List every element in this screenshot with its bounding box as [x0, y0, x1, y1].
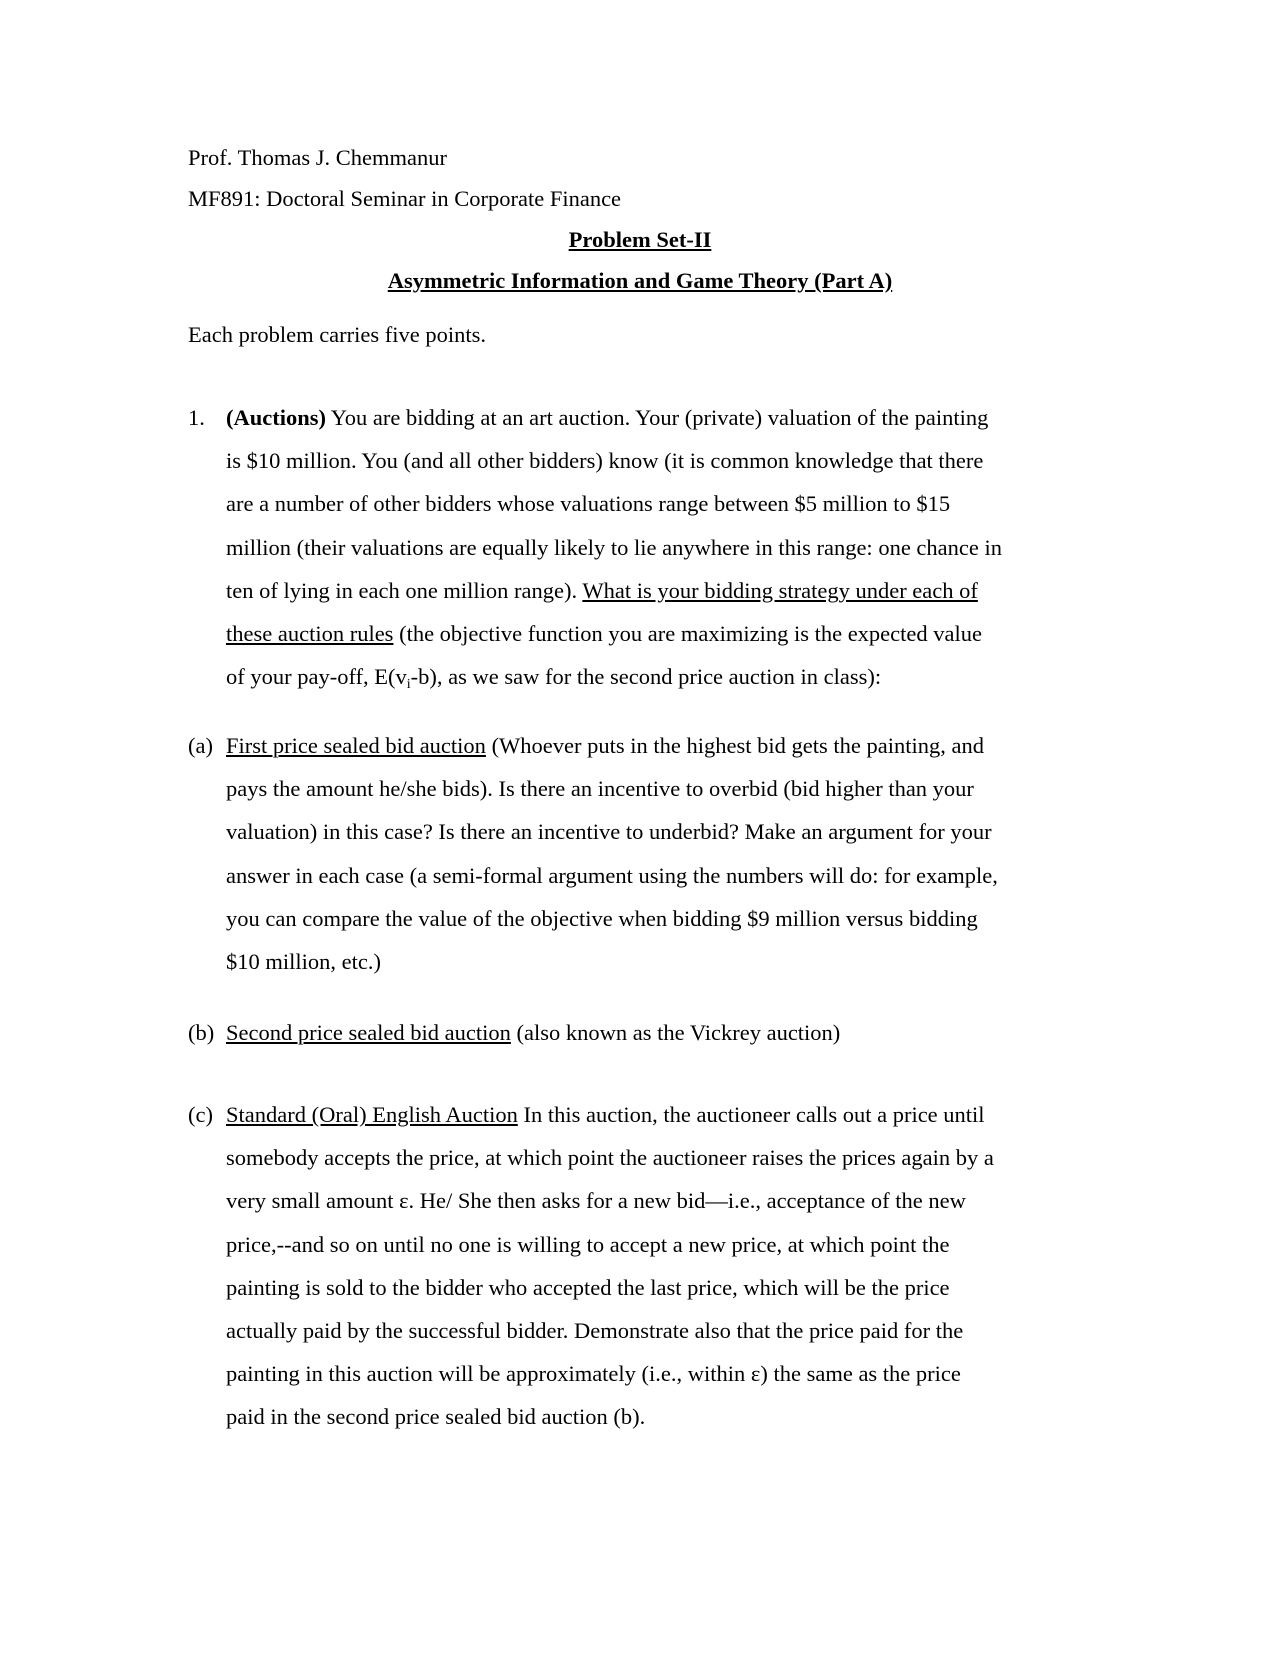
part-c-line-8: paid in the second price sealed bid auction (b).	[226, 1404, 646, 1430]
part-a-line-2: pays the amount he/she bids). Is there an incentive to overbid (bid higher than your	[226, 776, 974, 802]
part-b-body	[226, 1019, 1088, 1062]
part-b-line-1: Second price sealed bid auction (also known as the Vickrey auction)	[226, 1020, 841, 1045]
part-b-marker: (b)	[188, 1020, 215, 1045]
part-c-line-7: painting in this auction will be approximately (i.e., within ε) the same as the price	[226, 1361, 961, 1387]
author-line: Prof. Thomas J. Chemmanur	[188, 145, 447, 170]
part-b-heading: Second price sealed bid auction	[226, 1020, 511, 1045]
part-c-line-2: somebody accepts the price, at which point the auctioneer raises the prices again by a	[226, 1145, 994, 1171]
problem-set-title: Problem Set-II	[568, 227, 712, 252]
problem-1-line-6: these auction rules (the objective function you are maximizing is the expected value	[226, 620, 982, 646]
part-a-line-6: $10 million, etc.)	[226, 948, 381, 974]
problem-1-line-1: (Auctions) You are bidding at an art auction. Your (private) valuation of the painting	[226, 405, 989, 430]
problem-1-body	[226, 404, 1088, 706]
problem-set-subtitle: Asymmetric Information and Game Theory (Part A)	[387, 268, 893, 293]
part-c-line-5: painting is sold to the bidder who accepted the last price, which will be the price	[226, 1274, 950, 1300]
part-c-body	[226, 1101, 1088, 1447]
part-c-heading: Standard (Oral) English Auction	[226, 1102, 518, 1127]
part-a-line-5: you can compare the value of the objective when bidding $9 million versus bidding	[226, 905, 978, 931]
part-a-line-1: First price sealed bid auction (Whoever puts in the highest bid gets the painting, and	[226, 733, 984, 758]
part-a-line-3: valuation) in this case? Is there an incentive to underbid? Make an argument for your	[226, 819, 992, 845]
subscript-i: i	[406, 677, 411, 693]
problem-1-question: What is your bidding strategy under each of	[582, 577, 978, 603]
problem-1-line-7: of your pay-off, $E(v_i-b)$, as we saw for the second price auction in class):	[226, 664, 882, 693]
part-c-line-1: Standard (Oral) English Auction In this auction, the auctioneer calls out a price until	[226, 1102, 985, 1127]
course-line: MF891: Doctoral Seminar in Corporate Finance	[188, 186, 622, 211]
part-a-line-4: answer in each case (a semi-formal argument using the numbers will do: for example,	[226, 862, 998, 888]
part-c-line-6: actually paid by the successful bidder. Demonstrate also that the price paid for the	[226, 1317, 964, 1343]
problem-1-question-cont: these auction rules	[226, 620, 394, 646]
problem-1-line-4: million (their valuations are equally likely to lie anywhere in this range: one chance in	[226, 534, 1002, 560]
part-a-marker: (a)	[188, 733, 213, 758]
problem-1-number: 1.	[188, 405, 205, 430]
problem-1-line-3: are a number of other bidders whose valuations range between $5 million to $15	[226, 491, 951, 517]
part-a-body	[226, 732, 1088, 991]
points-note: Each problem carries five points.	[188, 322, 487, 347]
part-c-line-3: very small amount ε. He/ She then asks for a new bid—i.e., acceptance of the new	[226, 1188, 966, 1214]
problem-1-line-5: ten of lying in each one million range). What is your bidding strategy under each of	[226, 577, 978, 603]
problem-1-line-2: is $10 million. You (and all other bidders) know (it is common knowledge that there	[226, 448, 984, 474]
part-a-heading: First price sealed bid auction	[226, 733, 486, 758]
part-c-marker: (c)	[188, 1102, 213, 1127]
part-c-line-4: price,--and so on until no one is willing to accept a new price, at which point the	[226, 1231, 950, 1257]
problem-1-heading: (Auctions)	[226, 405, 326, 430]
